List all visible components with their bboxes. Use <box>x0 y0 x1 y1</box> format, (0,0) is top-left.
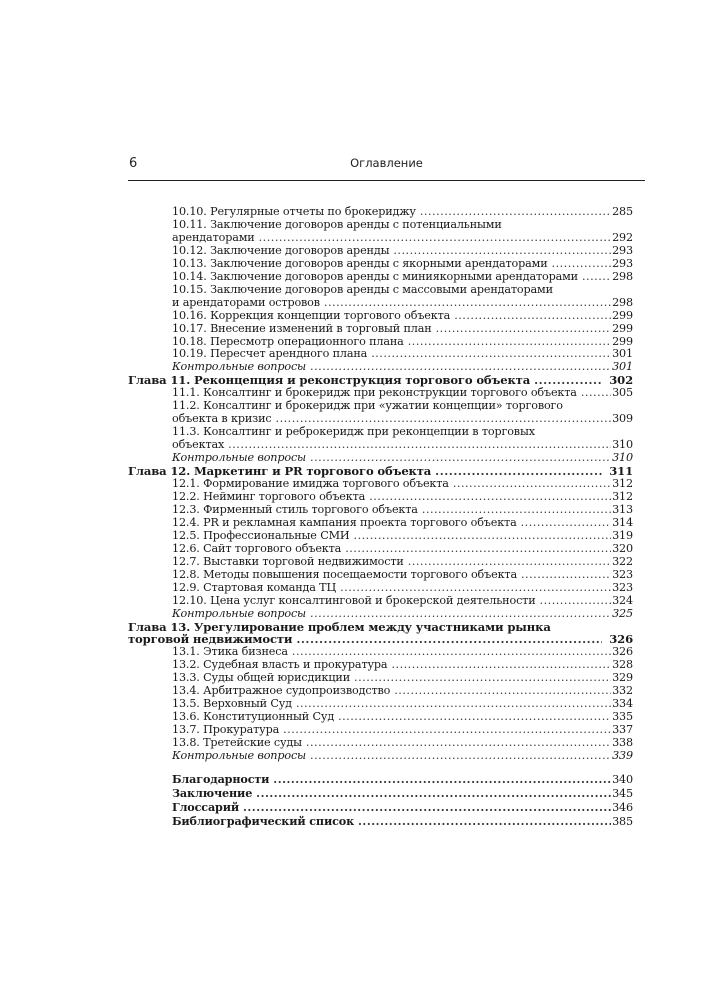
page-number: 6 <box>129 156 138 171</box>
toc-entry-label: 12.6. Сайт торгового объекта <box>172 541 342 555</box>
leader-dots <box>345 543 611 556</box>
leader-dots <box>582 271 611 284</box>
header-rule <box>128 180 645 181</box>
toc-entry[interactable] <box>128 543 633 556</box>
toc-entry-review-questions[interactable] <box>128 608 633 621</box>
toc-entry-label: 12.8. Методы повышения посещаемости торгового объекта <box>172 567 517 581</box>
toc-entry-page: 324 <box>612 593 633 607</box>
toc-entry-label: 13.3. Суды общей юрисдикции <box>172 671 351 685</box>
toc-entry-page: 310 <box>612 451 633 465</box>
toc-entry-label: 13.6. Конституционный Суд <box>172 710 335 724</box>
leader-dots <box>521 517 611 530</box>
toc-entry-page: 285 <box>612 205 633 218</box>
toc-entry-label: 12.5. Профессиональные СМИ <box>172 528 350 542</box>
toc-back-matter-bibliography[interactable] <box>128 815 633 829</box>
toc-entry-label: Заключение <box>172 785 253 800</box>
toc-entry[interactable] <box>128 491 633 504</box>
toc-entry-page: 299 <box>612 334 633 348</box>
toc-entry-label: 11.1. Консалтинг и брокеридж при реконструкции торгового объекта <box>172 386 577 400</box>
leader-dots <box>354 672 611 685</box>
toc-back-matter-acknowledgements[interactable] <box>128 773 633 787</box>
leader-dots <box>453 478 611 491</box>
leader-dots <box>391 659 611 672</box>
leader-dots <box>552 258 612 271</box>
toc-entry-page: 332 <box>612 684 633 698</box>
leader-dots <box>296 633 602 646</box>
toc-entry-page: 293 <box>612 243 633 257</box>
toc-entry[interactable] <box>128 323 633 336</box>
toc-entry[interactable] <box>128 530 633 543</box>
toc-entry[interactable] <box>128 232 633 245</box>
leader-dots <box>454 310 611 323</box>
toc-entry[interactable] <box>128 517 633 530</box>
toc-entry-page: 385 <box>612 814 633 828</box>
leader-dots <box>422 504 611 517</box>
chapter-title: торговой недвижимости <box>128 632 293 647</box>
toc-entry-label: 12.9. Стартовая команда ТЦ <box>172 580 337 594</box>
chapter-title: Глава 12. Маркетинг и PR торгового объекта <box>128 464 432 479</box>
toc-entry-page: 314 <box>612 515 633 529</box>
toc-entry-page: 293 <box>612 256 633 270</box>
toc-entry-page: 323 <box>612 567 633 581</box>
toc-entry-page: 305 <box>612 386 633 400</box>
toc-entry-label: 13.5. Верховный Суд <box>172 697 292 711</box>
toc-entry[interactable] <box>128 206 633 219</box>
toc-entry-page: 345 <box>612 786 633 800</box>
chapter-title-line1[interactable]: Глава 13. Урегулирование проблем между участниками рынка <box>128 619 551 634</box>
toc-entry-page: 301 <box>612 347 633 361</box>
toc-entry-page: 323 <box>612 580 633 594</box>
toc-entry-page: 340 <box>612 772 633 786</box>
toc-entry-label: 12.10. Цена услуг консалтинговой и брокерской деятельности <box>172 593 536 607</box>
toc-entry-label: 12.7. Выставки торговой недвижимости <box>172 554 404 568</box>
toc-entry-label: 10.10. Регулярные отчеты по брокериджу <box>172 205 416 218</box>
toc-entry-page: 299 <box>612 321 633 335</box>
toc-entry[interactable] <box>128 569 633 582</box>
toc-back-matter-glossary[interactable] <box>128 801 633 815</box>
page-header <box>128 152 645 178</box>
toc-entry-page: 329 <box>612 671 633 685</box>
toc-entry[interactable] <box>128 504 633 517</box>
leader-dots <box>408 336 611 349</box>
toc-entry-label: Глоссарий <box>172 799 240 814</box>
chapter-title: Глава 11. Реконцепция и реконструкция торгового объекта <box>128 373 531 388</box>
toc-entry-page: 337 <box>612 723 633 737</box>
toc-entry-page: 346 <box>612 800 633 814</box>
toc-entry-label: 13.7. Прокуратура <box>172 723 280 737</box>
leader-dots <box>540 595 612 608</box>
leader-dots <box>283 724 611 737</box>
toc-entry-page: 325 <box>612 606 633 620</box>
toc-entry-label: 12.2. Нейминг торгового объекта <box>172 489 366 503</box>
toc-entry[interactable] <box>128 245 633 258</box>
toc-entry-label: Контрольные вопросы <box>172 451 307 465</box>
chapter-page: 311 <box>609 464 633 479</box>
leader-dots <box>338 711 611 724</box>
toc-entry-label: 12.4. PR и рекламная кампания проекта торгового объекта <box>172 515 517 529</box>
toc-entry-label: 12.3. Фирменный стиль торгового объекта <box>172 502 418 516</box>
leader-dots <box>273 773 611 786</box>
leader-dots <box>354 530 612 543</box>
toc-entry-page: 338 <box>612 736 633 750</box>
toc-entry-line1[interactable]: 10.15. Заключение договоров аренды с массовыми арендаторами <box>172 282 553 296</box>
toc-entry[interactable] <box>128 595 633 608</box>
chapter-page: 326 <box>609 632 633 647</box>
toc-entry[interactable] <box>128 310 633 323</box>
leader-dots <box>310 750 611 763</box>
toc-entry-line1[interactable]: 10.11. Заключение договоров аренды с потенциальными <box>172 217 502 231</box>
toc-entry-label: 10.12. Заключение договоров аренды <box>172 243 390 257</box>
leader-dots <box>306 737 611 750</box>
toc-entry-page: 335 <box>612 710 633 724</box>
leader-dots <box>259 232 612 245</box>
toc-entry-page: 319 <box>612 528 633 542</box>
toc-entry-review-questions[interactable] <box>128 750 633 763</box>
leader-dots <box>581 387 611 400</box>
toc-entry-label: 10.17. Внесение изменений в торговый план <box>172 321 432 335</box>
toc-entry-label: 10.18. Пересмотр операционного плана <box>172 334 404 348</box>
leader-dots <box>371 348 611 361</box>
toc-entry-page: 312 <box>612 489 633 503</box>
toc-entry-page: 328 <box>612 658 633 672</box>
toc-entry-line1[interactable]: 11.2. Консалтинг и брокеридж при «ужатии концепции» торгового <box>172 399 563 413</box>
toc-entry-label: 13.2. Судебная власть и прокуратура <box>172 658 388 672</box>
toc-entry-page: 292 <box>612 230 633 244</box>
leader-dots <box>436 323 612 336</box>
chapter-page: 302 <box>609 373 633 388</box>
toc-entry-label: 13.1. Этика бизнеса <box>172 645 288 659</box>
toc-entry-page: 326 <box>612 645 633 659</box>
leader-dots <box>358 815 611 828</box>
toc-entry-page: 310 <box>612 438 633 452</box>
toc-entry-label: Контрольные вопросы <box>172 606 307 620</box>
leader-dots <box>521 569 611 582</box>
toc-back-matter-conclusion[interactable] <box>128 787 633 801</box>
toc-entry[interactable] <box>128 258 633 271</box>
leader-dots <box>243 801 611 814</box>
toc-entry-page: 320 <box>612 541 633 555</box>
toc-entry-page: 299 <box>612 308 633 322</box>
leader-dots <box>393 245 611 258</box>
toc-entry[interactable] <box>128 271 633 284</box>
toc-entry-label: 12.1. Формирование имиджа торгового объекта <box>172 477 449 491</box>
leader-dots <box>435 465 602 478</box>
toc-entry[interactable] <box>128 297 633 310</box>
leader-dots <box>324 297 611 310</box>
toc-entry-label: и арендаторами островов <box>172 295 320 309</box>
leader-dots <box>340 582 611 595</box>
toc-entry-label: Контрольные вопросы <box>172 360 307 374</box>
toc-entry-page: 339 <box>612 749 633 763</box>
toc-entry-label: 10.16. Коррекция концепции торгового объекта <box>172 308 451 322</box>
toc-entry-label: Контрольные вопросы <box>172 749 307 763</box>
toc-entry-page: 313 <box>612 502 633 516</box>
toc-entry-page: 298 <box>612 295 633 309</box>
toc-entry-page: 301 <box>612 360 633 374</box>
leader-dots <box>256 787 611 800</box>
toc-entry-label: объекта в кризис <box>172 412 272 426</box>
toc-entry-line1[interactable]: 11.3. Консалтинг и реброкеридж при реконцепции в торговых <box>172 425 535 439</box>
toc-entry-page: 298 <box>612 269 633 283</box>
leader-dots <box>296 698 611 711</box>
toc-entry-page: 312 <box>612 477 633 491</box>
leader-dots <box>420 206 611 219</box>
toc-entry-label: 10.13. Заключение договоров аренды с якорными арендаторами <box>172 256 548 270</box>
toc-entry-label: 10.14. Заключение договоров аренды с миниякорными арендаторами <box>172 269 578 283</box>
toc-entry-label: 13.4. Арбитражное судопроизводство <box>172 684 391 698</box>
toc-entry[interactable] <box>128 582 633 595</box>
toc-entry-label: 13.8. Третейские суды <box>172 736 302 750</box>
leader-dots <box>369 491 611 504</box>
table-of-contents <box>128 206 633 829</box>
toc-entry-page: 322 <box>612 554 633 568</box>
toc-entry-label: объектах <box>172 438 225 452</box>
toc-entry[interactable] <box>128 556 633 569</box>
running-title: Оглавление <box>350 156 423 170</box>
leader-dots <box>408 556 611 569</box>
toc-entry-label: Библиографический список <box>172 813 355 828</box>
toc-entry-label: Благодарности <box>172 771 270 786</box>
toc-entry-page: 334 <box>612 697 633 711</box>
leader-dots <box>394 685 611 698</box>
leader-dots <box>310 608 611 621</box>
toc-entry-label: арендаторами <box>172 230 255 244</box>
toc-entry-page: 309 <box>612 412 633 426</box>
toc-entry-label: 10.19. Пересчет арендного плана <box>172 347 368 361</box>
